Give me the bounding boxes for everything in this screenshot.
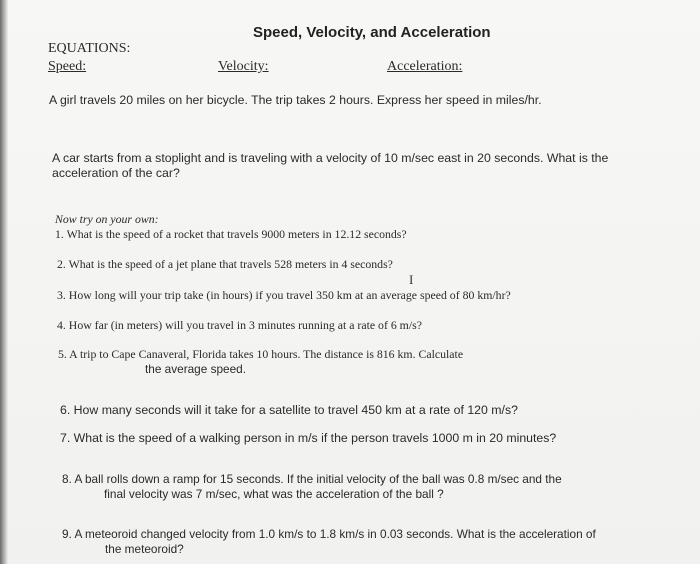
- text-cursor-icon: I: [409, 272, 414, 287]
- page-left-shadow: [0, 0, 8, 564]
- question-9-line-2: the meteoroid?: [105, 542, 184, 556]
- question-7: 7. What is the speed of a walking person in m/s if the person travels 1000 m in 20 minutes?: [60, 431, 557, 445]
- speed-label: Speed:: [48, 59, 87, 74]
- question-3: 3. How long will your trip take (in hours) if you travel 350 km at an average speed of 80 km/hr?: [57, 288, 511, 302]
- example-car-line-1: A car starts from a stoplight and is traveling with a velocity of 10 m/sec east in 20 seconds. What is the: [52, 151, 609, 165]
- question-9-line-1: 9. A meteoroid changed velocity from 1.0 km/s to 1.8 km/s in 0.03 seconds. What is the acceleration of: [62, 527, 596, 541]
- question-2: 2. What is the speed of a jet plane that travels 528 meters in 4 seconds?: [57, 257, 393, 271]
- question-8-line-2: final velocity was 7 m/sec, what was the acceleration of the ball ?: [104, 487, 444, 501]
- question-4: 4. How far (in meters) will you travel in 3 minutes running at a rate of 6 m/s?: [57, 318, 422, 332]
- example-girl-bicycle: A girl travels 20 miles on her bicycle. The trip takes 2 hours. Express her speed in miles/hr.: [49, 93, 542, 107]
- acceleration-label: Acceleration:: [387, 59, 463, 74]
- velocity-label: Velocity:: [218, 59, 269, 74]
- question-5-line-2: the average speed.: [145, 362, 247, 376]
- example-car-line-2: acceleration of the car?: [52, 166, 180, 180]
- question-1: 1. What is the speed of a rocket that travels 9000 meters in 12.12 seconds?: [55, 227, 407, 241]
- practice-heading: Now try on your own:: [55, 212, 159, 226]
- question-6: 6. How many seconds will it take for a satellite to travel 450 km at a rate of 120 m/s?: [60, 403, 518, 417]
- equations-heading: EQUATIONS:: [48, 41, 131, 56]
- page-title: Speed, Velocity, and Acceleration: [253, 24, 491, 41]
- question-5-line-1: 5. A trip to Cape Canaveral, Florida takes 10 hours. The distance is 816 km. Calculate: [58, 347, 464, 361]
- question-8-line-1: 8. A ball rolls down a ramp for 15 seconds. If the initial velocity of the ball was 0.8 m/sec and the: [62, 472, 562, 486]
